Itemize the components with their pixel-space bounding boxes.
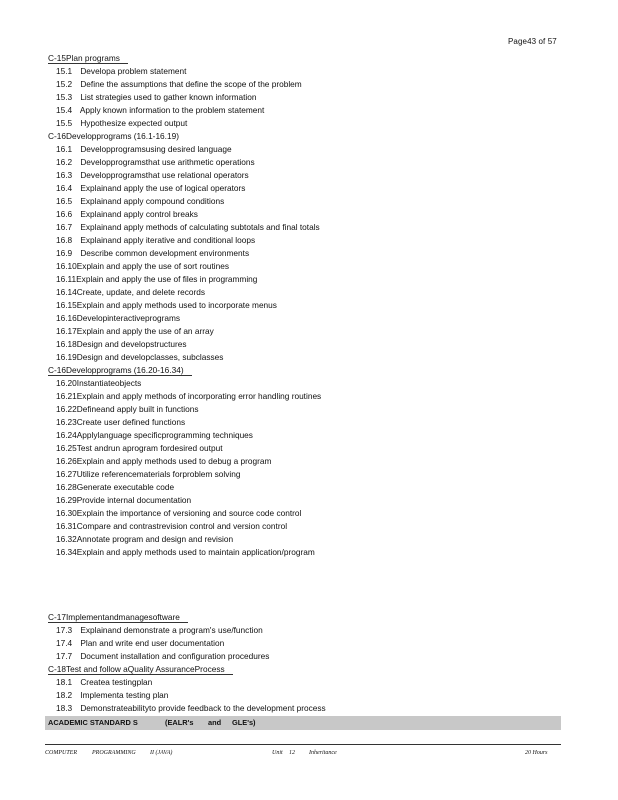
- list-item: 16.23Create user defined functions: [56, 417, 186, 427]
- list-item: 17.4 Plan and write end user documentation: [56, 638, 225, 648]
- list-item: 16.14Create, update, and delete records: [56, 287, 205, 297]
- footer-course-1: COMPUTER: [45, 750, 77, 756]
- list-item: 16.20Instantiateobjects: [56, 378, 142, 388]
- list-item: 16.19Design and developclasses, subclasses: [56, 352, 224, 362]
- list-item: 17.7 Document installation and configuration procedures: [56, 651, 270, 661]
- list-item: 15.5 Hypothesize expected output: [56, 118, 188, 128]
- list-item: 18.2 Implementa testing plan: [56, 690, 169, 700]
- list-item: 16.5 Explainand apply compound conditions: [56, 196, 225, 206]
- section-title-c15: C-15Plan programs: [48, 52, 568, 65]
- list-item: 16.10Explain and apply the use of sort routines: [56, 261, 229, 271]
- list-item: 16.3 Developprogramsthat use relational operators: [56, 170, 249, 180]
- list-item: 15.3 List strategies used to gather known information: [56, 92, 257, 102]
- list-item: 16.22Defineand apply built in functions: [56, 404, 199, 414]
- and-label: and: [208, 718, 222, 727]
- list-item: 16.32Annotate program and design and revision: [56, 534, 234, 544]
- list-item: 16.26Explain and apply methods used to debug a program: [56, 456, 272, 466]
- ealr-label: (EALR's: [165, 718, 194, 727]
- list-item: 16.21Explain and apply methods of incorporating error handling routines: [56, 391, 322, 401]
- list-item: 16.1 Developprogramsusing desired language: [56, 144, 232, 154]
- list-item: 16.30Explain the importance of versioning and source code control: [56, 508, 302, 518]
- list-item: 18.1 Createa testingplan: [56, 677, 153, 687]
- list-item: 16.2 Developprogramsthat use arithmetic operations: [56, 157, 255, 167]
- section-title-c16a: C-16Developprograms (16.1-16.19): [48, 131, 179, 141]
- footer-unit-title: Inheritance: [309, 750, 337, 756]
- list-item: 16.15Explain and apply methods used to incorporate menus: [56, 300, 277, 310]
- list-item: 16.16Developinteractiveprograms: [56, 313, 181, 323]
- list-item: 17.3 Explainand demonstrate a program's use/function: [56, 625, 263, 635]
- section-title-c18: C-18Test and follow aQuality AssuranceProcess: [48, 663, 568, 676]
- list-item: 15.4 Apply known information to the problem statement: [56, 105, 265, 115]
- list-item: 16.34Explain and apply methods used to maintain application/program: [56, 547, 315, 557]
- footer-divider: [45, 744, 561, 745]
- academic-standards-bar: [45, 716, 561, 730]
- list-item: 16.28Generate executable code: [56, 482, 175, 492]
- list-item: 16.7 Explainand apply methods of calculating subtotals and final totals: [56, 222, 320, 232]
- footer-unit-label: Unit: [272, 750, 283, 756]
- list-item: 16.9 Describe common development environments: [56, 248, 250, 258]
- list-item: 15.1 Developa problem statement: [56, 66, 187, 76]
- page-number: Page43 of 57: [508, 37, 557, 46]
- list-item: 15.2 Define the assumptions that define the scope of the problem: [56, 79, 302, 89]
- section-title-c17: C-17Implementandmanagesoftware: [48, 611, 568, 624]
- list-item: 16.18Design and developstructures: [56, 339, 187, 349]
- blank-space: [48, 559, 568, 611]
- list-item: 16.29Provide internal documentation: [56, 495, 192, 505]
- list-item: 18.3 Demonstrateabilityto provide feedback to the development process: [56, 703, 326, 713]
- list-item: 16.6 Explainand apply control breaks: [56, 209, 198, 219]
- list-item: 16.17Explain and apply the use of an array: [56, 326, 214, 336]
- academic-standards-label: ACADEMIC STANDARD S: [48, 718, 138, 727]
- section-title-c16b: C-16Developprograms (16.20-16.34): [48, 364, 568, 377]
- list-item: 16.8 Explainand apply iterative and conditional loops: [56, 235, 256, 245]
- footer-course-2: PROGRAMMING: [92, 750, 136, 756]
- list-item: 16.11Explain and apply the use of files in programming: [56, 274, 258, 284]
- list-item: 16.31Compare and contrastrevision control and version control: [56, 521, 288, 531]
- list-item: 16.24Applylanguage specificprogramming techniques: [56, 430, 253, 440]
- document-body: [48, 52, 568, 715]
- gle-label: GLE's): [232, 718, 256, 727]
- list-item: 16.25Test andrun aprogram fordesired output: [56, 443, 223, 453]
- list-item: 16.27Utilize referencematerials forproblem solving: [56, 469, 241, 479]
- footer-unit-number: 12: [289, 750, 295, 756]
- footer-course-3: II (JAVA): [150, 750, 173, 756]
- list-item: 16.4 Explainand apply the use of logical operators: [56, 183, 246, 193]
- footer-hours: 20 Hours: [525, 750, 548, 756]
